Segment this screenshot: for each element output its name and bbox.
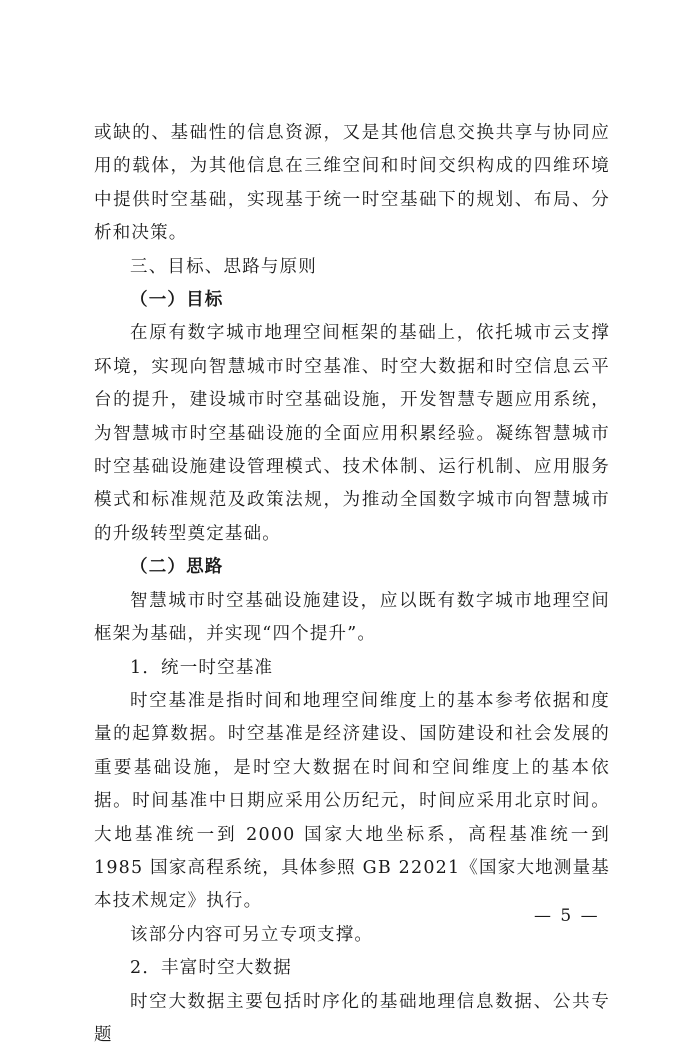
paragraph-goal: 在原有数字城市地理空间框架的基础上，依托城市云支撑环境，实现向智慧城市时空基准、时空大数据和时空信息云平台的提升，建设城市时空基础设施，开发智慧专题应用系统，为智慧城市时空基础设施的全面应用积累经验。凝练智慧城市时空基础设施建设管理模式、技术体制、运行机制、应用服务模式和标准规范及政策法规，为推动全国数字城市向智慧城市的升级转型奠定基础。 bbox=[94, 323, 610, 544]
subsection-heading-goal: （一）目标 bbox=[130, 290, 224, 311]
subsection-heading-idea: （二）思路 bbox=[130, 557, 224, 578]
page-number: — 5 — bbox=[534, 906, 600, 926]
item-heading-unified-datum: 1．统一时空基准 bbox=[130, 657, 274, 678]
paragraph-special-support: 该部分内容可另立专项支撑。 bbox=[130, 924, 374, 945]
document-body bbox=[94, 117, 610, 1052]
paragraph-datum: 时空基准是指时间和地理空间维度上的基本参考依据和度量的起算数据。时空基准是经济建设、国防建设和社会发展的重要基础设施，是时空大数据在时间和空间维度上的基本依据。时间基准中日期应采用公历纪元，时间应采用北京时间。大地基准统一到 2000 国家大地坐标系，高程基准统一到 1985 国家高程系统，具体参照 GB 22021《国家大地测量基本技术规定》执行。 bbox=[94, 690, 610, 912]
paragraph-idea: 智慧城市时空基础设施建设，应以既有数字城市地理空间框架为基础，并实现“四个提升”。 bbox=[94, 590, 610, 645]
paragraph-big-data: 时空大数据主要包括时序化的基础地理信息数据、公共专题 bbox=[94, 991, 610, 1045]
item-heading-rich-big-data: 2．丰富时空大数据 bbox=[130, 958, 292, 979]
section-heading-goals-ideas-principles: 三、目标、思路与原则 bbox=[130, 256, 317, 277]
paragraph-continuation: 或缺的、基础性的信息资源，又是其他信息交换共享与协同应用的载体，为其他信息在三维空间和时间交织构成的四维环境中提供时空基础，实现基于统一时空基础下的规划、布局、分析和决策。 bbox=[94, 123, 610, 244]
